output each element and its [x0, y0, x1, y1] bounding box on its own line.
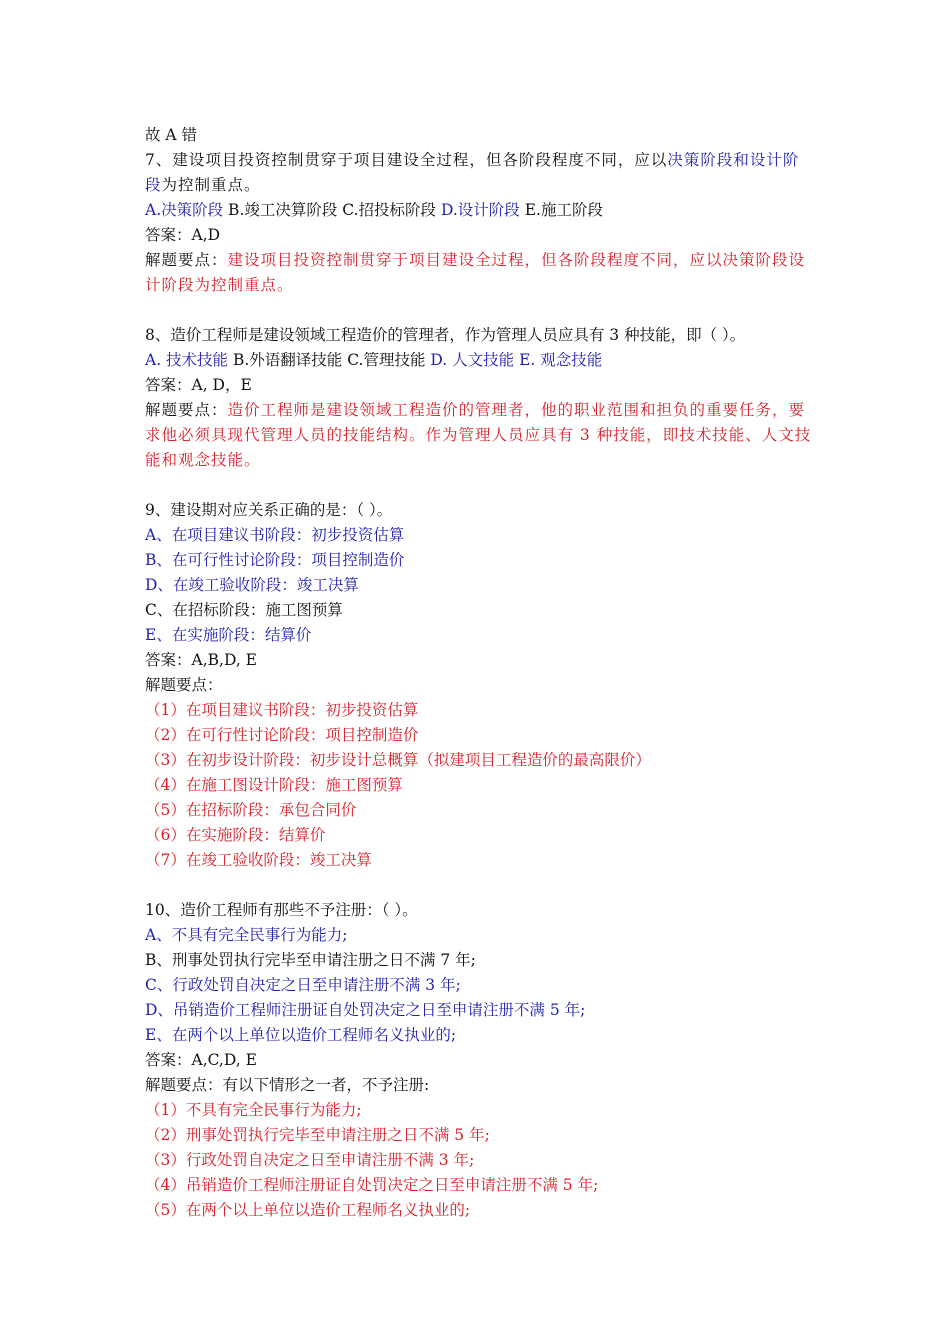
q8-stem: 8、造价工程师是建设领域工程造价的管理者，作为管理人员应具有 3 种技能，即（ ）。 [145, 326, 746, 344]
question-9 [145, 498, 813, 873]
q8-analysis-text: 造价工程师是建设领域工程造价的管理者，他的职业范围和担负的重要任务，要求他必须具现代管理人员的技能结构。作为管理人员应具有 3 种技能，即技术技能、人文技能和观念技能。 [145, 401, 812, 469]
q7-stem [145, 148, 813, 198]
q8-analysis [145, 398, 813, 473]
q8-option-b: B.外语翻译技能 [228, 351, 343, 369]
q9-point-4: （4）在施工图设计阶段：施工图预算 [145, 776, 403, 794]
q7-stem-end: 为控制重点。 [161, 176, 261, 194]
q7-analysis [145, 248, 813, 298]
q8-option-a: A. 技术技能 [145, 351, 229, 369]
q7-option-b: B.竣工决算阶段 [223, 201, 338, 219]
q8-answer: 答案：A, D，E [145, 376, 252, 394]
q9-option-a: A、在项目建议书阶段：初步投资估算 [145, 526, 405, 544]
q7-analysis-label: 解题要点： [145, 251, 228, 269]
q10-point-5: （5）在两个以上单位以造价工程师名义执业的; [145, 1201, 471, 1219]
q10-answer: 答案：A,C,D, E [145, 1051, 257, 1069]
q10-stem: 10、造价工程师有那些不予注册：（ ）。 [145, 901, 418, 919]
q9-option-d: D、在竣工验收阶段：竣工决算 [145, 576, 359, 594]
q10-option-e: E、在两个以上单位以造价工程师名义执业的; [145, 1026, 457, 1044]
q9-analysis-label: 解题要点： [145, 676, 223, 694]
q9-point-3: （3）在初步设计阶段：初步设计总概算（拟建项目工程造价的最高限价） [145, 751, 651, 769]
q8-options [145, 348, 813, 373]
spacer [145, 473, 813, 498]
q7-option-e: E.施工阶段 [519, 201, 603, 219]
q9-answer: 答案：A,B,D, E [145, 651, 257, 669]
q10-point-3: （3）行政处罚自决定之日至申请注册不满 3 年; [145, 1151, 475, 1169]
q7-answer: 答案：A,D [145, 226, 221, 244]
q7-option-a: A.决策阶段 [145, 201, 224, 219]
q10-point-1: （1）不具有完全民事行为能力; [145, 1101, 362, 1119]
q10-point-2: （2）刑事处罚执行完毕至申请注册之日不满 5 年; [145, 1126, 490, 1144]
q10-option-b: B、刑事处罚执行完毕至申请注册之日不满 7 年; [145, 951, 476, 969]
q7-stem-text: 7、建设项目投资控制贯穿于项目建设全过程，但各阶段程度不同，应以 [145, 151, 668, 169]
q10-analysis-label: 解题要点：有以下情形之一者，不予注册: [145, 1076, 430, 1094]
q10-option-a: A、不具有完全民事行为能力; [145, 926, 348, 944]
q8-option-c: C.管理技能 [342, 351, 426, 369]
q8-analysis-label: 解题要点： [145, 401, 228, 419]
q9-point-1: （1）在项目建议书阶段：初步投资估算 [145, 701, 419, 719]
q10-option-c: C、行政处罚自决定之日至申请注册不满 3 年; [145, 976, 461, 994]
spacer [145, 298, 813, 323]
question-8 [145, 323, 813, 473]
q7-option-c: C.招投标阶段 [337, 201, 437, 219]
q7-options [145, 198, 813, 223]
q7-analysis-text: 建设项目投资控制贯穿于项目建设全过程，但各阶段程度不同，应以决策阶段设计阶段为控制重点。 [145, 251, 806, 294]
q8-option-e: E. 观念技能 [514, 351, 603, 369]
q9-option-b: B、在可行性讨论阶段：项目控制造价 [145, 551, 405, 569]
q9-option-c: C、在招标阶段：施工图预算 [145, 601, 343, 619]
intro-line: 故 A 错 [145, 126, 198, 144]
question-7 [145, 148, 813, 298]
q9-point-7: （7）在竣工验收阶段：竣工决算 [145, 851, 372, 869]
q10-option-d: D、吊销造价工程师注册证自处罚决定之日至申请注册不满 5 年; [145, 1001, 586, 1019]
q9-option-e: E、在实施阶段：结算价 [145, 626, 312, 644]
q7-stem-highlight: 决策阶段和设计阶段 [145, 151, 800, 194]
q9-point-2: （2）在可行性讨论阶段：项目控制造价 [145, 726, 419, 744]
q9-point-6: （6）在实施阶段：结算价 [145, 826, 326, 844]
q8-option-d: D. 人文技能 [425, 351, 515, 369]
q10-point-4: （4）吊销造价工程师注册证自处罚决定之日至申请注册不满 5 年; [145, 1176, 599, 1194]
q9-stem: 9、建设期对应关系正确的是：（ ）。 [145, 501, 393, 519]
question-10 [145, 898, 813, 1223]
document-body [145, 123, 813, 1223]
q7-option-d: D.设计阶段 [436, 201, 520, 219]
spacer [145, 873, 813, 898]
q9-point-5: （5）在招标阶段：承包合同价 [145, 801, 357, 819]
